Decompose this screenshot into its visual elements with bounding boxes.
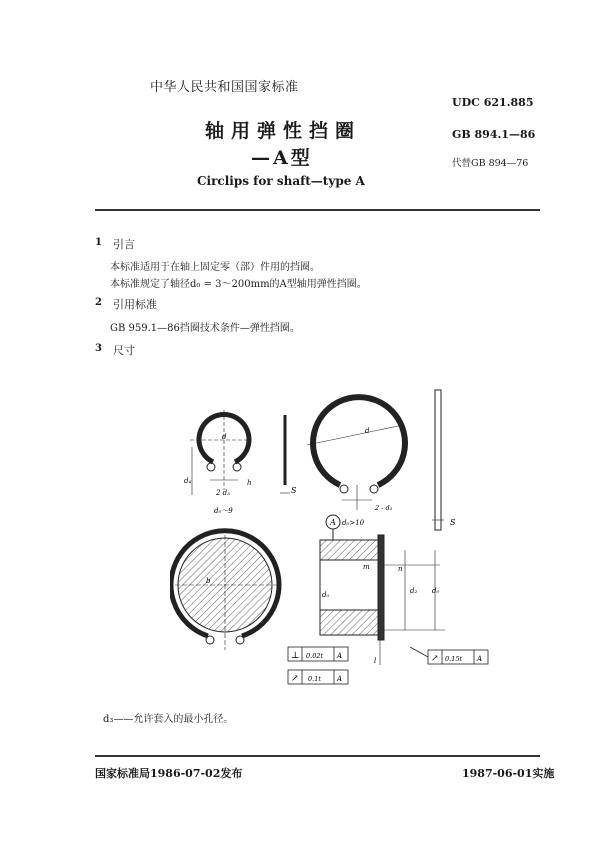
dim-label-d4: d₄ [184, 477, 192, 485]
issuing-organization: 中华人民共和国国家标准 [150, 80, 299, 95]
dim-label-d0: d₀ [432, 587, 440, 595]
dim-label-h: h [247, 479, 252, 487]
datum-label: A [330, 518, 336, 527]
small-circlip-view [190, 410, 290, 495]
figure-note: d₃——允许套入的最小孔径。 [103, 714, 234, 725]
circlip-technical-drawing [170, 385, 500, 695]
dim-label-s: S [291, 486, 297, 495]
udc-code: UDC 621.885 [452, 96, 534, 109]
tol-value-perp: 0.02t [306, 652, 324, 660]
dim-label-d0-shaft: d₀ [322, 591, 330, 599]
standard-number: GB 894.1—86 [452, 128, 536, 141]
runout-symbol: ↗ [291, 674, 299, 684]
ring-on-shaft-view [171, 531, 280, 650]
section-title: 尺寸 [113, 344, 135, 357]
small-ring-caption: d₀～9 [214, 507, 233, 515]
dim-label-d: d [222, 433, 227, 441]
tol-value-runout: 0.1t [308, 675, 321, 683]
publication-date: 国家标准局1986-07-02发布 [95, 767, 243, 780]
dim-label-b: b [206, 577, 211, 585]
section-title: 引用标准 [113, 298, 157, 311]
dim-label-l: l [374, 657, 377, 665]
runout-symbol-2: ↗ [431, 654, 439, 664]
dim-label-d2: d₂ [410, 587, 418, 595]
english-title: Circlips for shaft—type A [197, 174, 365, 188]
shaft-section-view [320, 535, 445, 665]
dim-label-s-large: S [450, 518, 456, 527]
section-paragraph: GB 959.1—86挡圈技术条件—弹性挡圈。 [110, 323, 300, 334]
tol-datum-perp: A [337, 652, 343, 660]
section-number: 2 [95, 297, 102, 308]
document-title: 轴用弹性挡圈 [205, 120, 362, 142]
dim-label-2d3-large: 2 - d₃ [375, 504, 393, 512]
footer-divider [95, 755, 540, 757]
section-number: 3 [95, 343, 102, 354]
dim-label-d-large: d [365, 427, 370, 435]
perpendicularity-symbol: ⊥ [291, 651, 300, 661]
large-ring-caption: d₀>10 [342, 519, 365, 527]
dim-label-m: m [363, 563, 370, 571]
section-title: 引言 [113, 238, 135, 251]
dim-label-2d3: 2 d₃ [216, 489, 230, 497]
replaces-standard: 代替GB 894—76 [452, 158, 529, 169]
effective-date: 1987-06-01实施 [462, 767, 555, 780]
tol-datum-runout-2: A [477, 655, 483, 663]
tol-datum-runout: A [337, 675, 343, 683]
tol-value-runout-2: 0.15t [445, 655, 463, 663]
section-number: 1 [95, 237, 102, 248]
section-paragraph: 本标准适用于在轴上固定零（部）件用的挡圈。 [110, 262, 320, 273]
document-subtitle: —A型 [251, 147, 313, 169]
section-paragraph: 本标准规定了轴径d₀ = 3～200mm的A型轴用弹性挡圈。 [110, 279, 367, 290]
header-divider [95, 209, 540, 211]
dim-label-n: n [398, 565, 403, 573]
